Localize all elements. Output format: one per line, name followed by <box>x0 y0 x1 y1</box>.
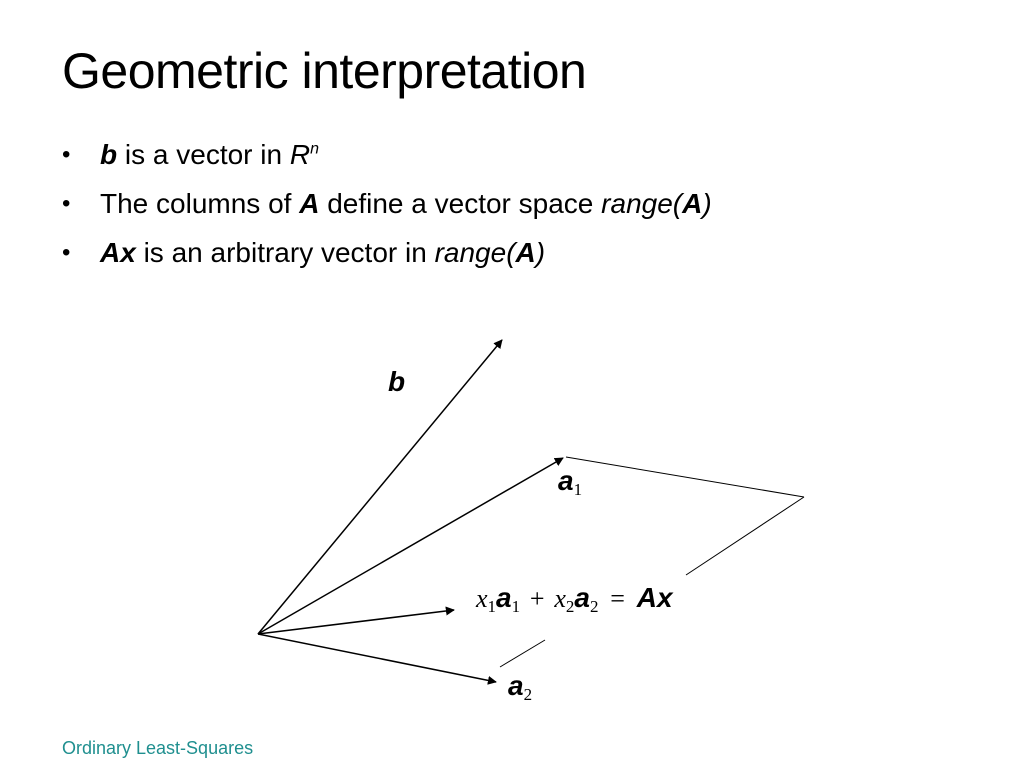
plane-edge-top <box>566 457 804 497</box>
vector-ax-arrow <box>258 610 454 634</box>
bullet-text: is a vector in <box>117 139 290 170</box>
space-r-text: R <box>289 139 311 170</box>
matrix-a-text: A <box>682 188 703 219</box>
bullet-dot-icon: • <box>62 190 71 217</box>
vector-a2-arrow <box>258 634 496 682</box>
vector-b-arrow <box>258 340 502 634</box>
label-a2: a2 <box>508 670 533 704</box>
matrix-a-text: A <box>515 237 536 268</box>
plane-edge-right <box>686 497 804 575</box>
ax-text: Ax <box>100 237 136 268</box>
range-close: ) <box>535 237 546 268</box>
label-a1: a1 <box>558 465 583 499</box>
slide-title: Geometric interpretation <box>62 43 587 99</box>
equation: x1a1 + x2a2 = Ax <box>476 582 673 616</box>
range-open: range( <box>434 237 516 268</box>
bullet-text: define a vector space <box>319 188 602 219</box>
vector-b-text: b <box>100 139 118 170</box>
label-b: b <box>388 366 406 397</box>
range-open: range( <box>601 188 683 219</box>
bullet-dot-icon: • <box>62 239 71 266</box>
plane-edge-bottom <box>500 640 545 667</box>
bullet-text: is an arbitrary vector in <box>135 237 435 268</box>
bullet-dot-icon: • <box>62 141 71 168</box>
range-close: ) <box>702 188 712 219</box>
exponent-n: n <box>310 140 319 158</box>
footer-text: Ordinary Least-Squares <box>62 738 254 758</box>
bullet-text: The columns of <box>100 188 300 219</box>
matrix-a-text: A <box>299 188 320 219</box>
